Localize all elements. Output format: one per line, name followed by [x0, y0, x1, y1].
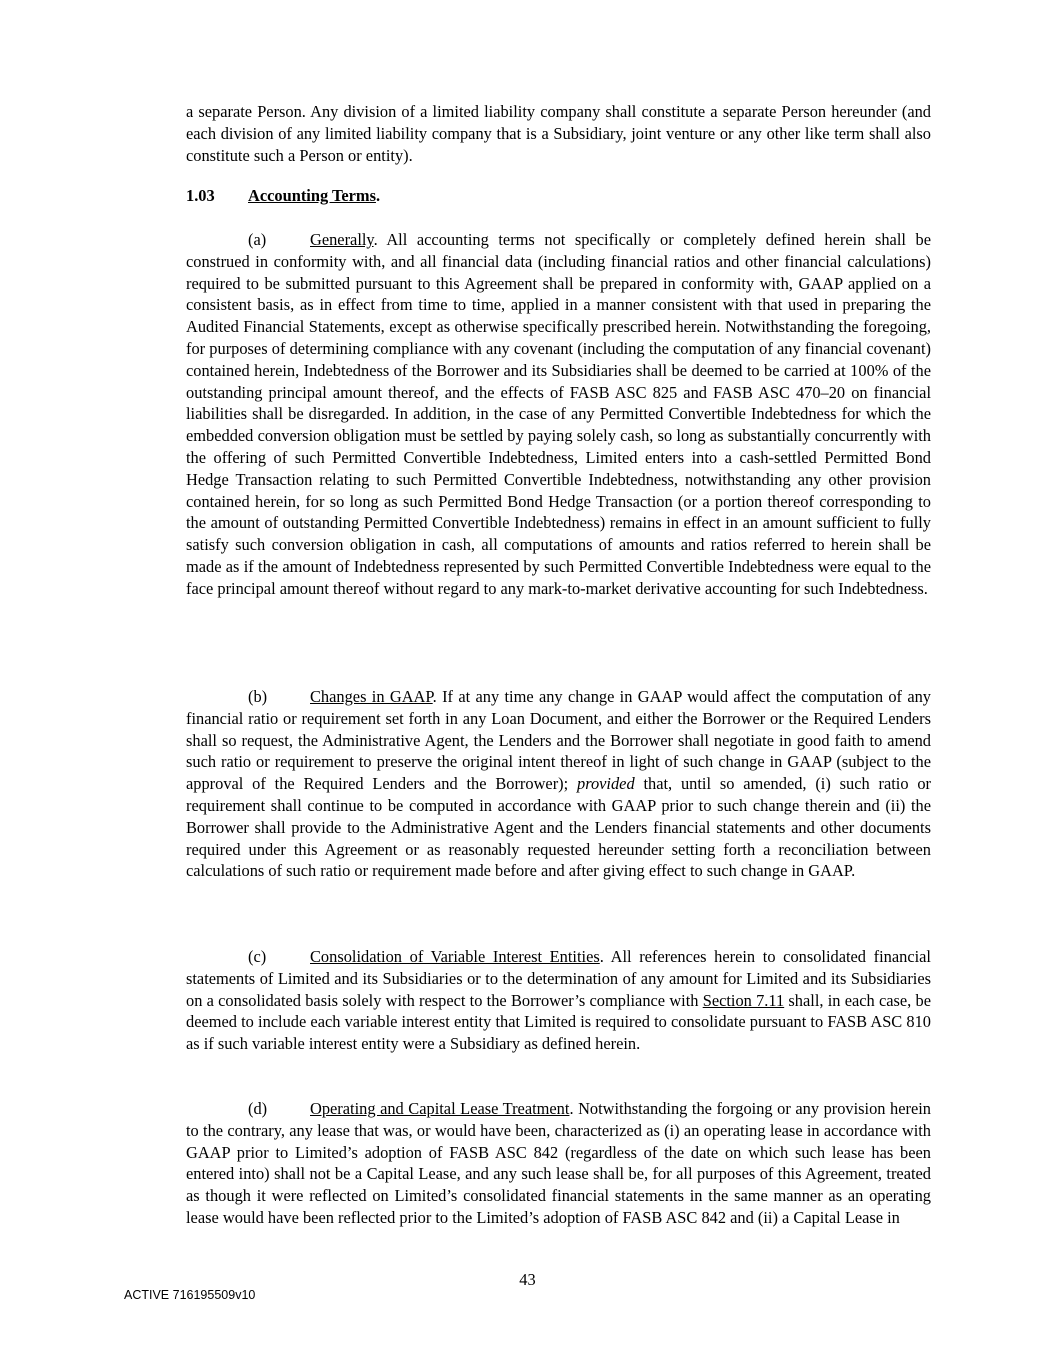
section-number: 1.03: [186, 186, 215, 205]
paragraph-d-text: . Notwithstanding the forgoing or any provision herein to the contrary, any lease that was, or would have been, characterized as (i) an operating lease in accordance with GAAP prior to Limited’s adoption of FASB ASC 842 (regardless of the date on which such lease has been entered into) shall not be a Capital Lease, and any such lease shall be, for all purposes of this Agreement, treated as though it were reflected on Limited’s consolidated financial statements in the same manner as an operating lease would have been reflected prior to the Limited’s adoption of FASB ASC 842 and (ii) a Capital Lease in: [186, 1099, 932, 1227]
page-number: 43: [519, 1270, 536, 1289]
paragraph-c-text-2: shall, in each case, be deemed to include each variable interest entity that Limited is required to consolidate pursuant to FASB ASC 810 as if such variable interest entity were a Subsidiary as defined herein.: [186, 990, 931, 1054]
paragraph-c: [186, 946, 931, 1055]
paragraph-d-label: (d): [248, 1099, 268, 1118]
paragraph-a-label: (a): [248, 230, 267, 249]
paragraph-b-text-2: that, until so amended, (i) such ratio or requirement shall continue to be computed in accordance with GAAP prior to such change therein and (ii) the Borrower shall provide to the Administrative Agent and the Lenders financial statements and other documents required under this Agreement or as reasonably requested hereunder setting forth a reconciliation between calculations of such ratio or requirement made before and after giving effect to such change in GAAP.: [186, 774, 932, 881]
paragraph-d: [186, 1098, 931, 1229]
paragraph-d-heading: Operating and Capital Lease Treatment: [310, 1099, 570, 1118]
section-heading: [186, 185, 380, 207]
intro-paragraph: a separate Person. Any division of a limited liability company shall constitute a separate Person hereunder (and each division of any limited liability company that is a Subsidiary, joint venture or any other like term shall also constitute such a Person or entity).: [186, 102, 931, 165]
section-title: Accounting Terms: [248, 186, 376, 205]
section-reference-link[interactable]: Section 7.11: [702, 990, 785, 1010]
paragraph-b-label: (b): [248, 687, 268, 706]
paragraph-c-heading: Consolidation of Variable Interest Entities: [310, 947, 600, 966]
paragraph-c-text-1: . All references herein to consolidated financial statements of Limited and its Subsidiaries or to the determination of any amount for Limited and its Subsidiaries on a consolidated basis solely with respect to the Borrower’s compliance with: [186, 947, 931, 1010]
paragraph-a-text: . All accounting terms not specifically or completely defined herein shall be construed in conformity with, and all financial data (including financial ratios and other financial calculations) required to be submitted pursuant to this Agreement shall be prepared in conformity with, GAAP applied on a consistent basis, as in effect from time to time, applied in a manner consistent with that used in preparing the Audited Financial Statements, except as otherwise specifically prescribed herein. Notwithstanding the foregoing, for purposes of determining compliance with any covenant (including the computation of any financial covenant) contained herein, Indebtedness of the Borrower and its Subsidiaries shall be deemed to be carried at 100% of the outstanding principal amount thereof, and the effects of FASB ASC 825 and FASB ASC 470–20 on financial liabilities shall be disregarded. In addition, in the case of any Permitted Convertible Indebtedness for which the embedded conversion obligation must be settled by paying solely cash, so long as substantially concurrently with the offering of such Permitted Convertible Indebtedness, Limited enters into a cash-settled Permitted Bond Hedge Transaction relating to such Permitted Convertible Indebtedness, notwithstanding any other provision contained herein, for so long as such Permitted Bond Hedge Transaction (or a portion thereof corresponding to the amount of outstanding Permitted Convertible Indebtedness) remains in effect in an amount sufficient to fully satisfy such conversion obligation in cash, all computations of amounts and ratios referred to herein shall be made as if the amount of Indebtedness represented by such Permitted Convertible Indebtedness were equal to the face principal amount thereof without regard to any mark-to-market derivative accounting for such Indebtedness.: [186, 230, 931, 598]
section-title-period: .: [375, 186, 381, 205]
paragraph-a: [186, 229, 931, 600]
paragraph-b-italic: provided: [577, 774, 635, 794]
paragraph-a-heading: Generally: [310, 230, 374, 249]
document-id-footer: ACTIVE 716195509v10: [124, 1288, 256, 1302]
paragraph-b: [186, 686, 931, 882]
paragraph-c-label: (c): [248, 947, 267, 966]
paragraph-b-text-1: . If at any time any change in GAAP would affect the computation of any financial ratio or requirement set forth in any Loan Document, and either the Borrower or the Required Lenders shall so request, the Administrative Agent, the Lenders and the Borrower shall negotiate in good faith to amend such ratio or requirement to preserve the original intent thereof in light of such change in GAAP (subject to the approval of the Required Lenders and the Borrower);: [186, 687, 932, 794]
paragraph-b-heading: Changes in GAAP: [310, 687, 433, 706]
